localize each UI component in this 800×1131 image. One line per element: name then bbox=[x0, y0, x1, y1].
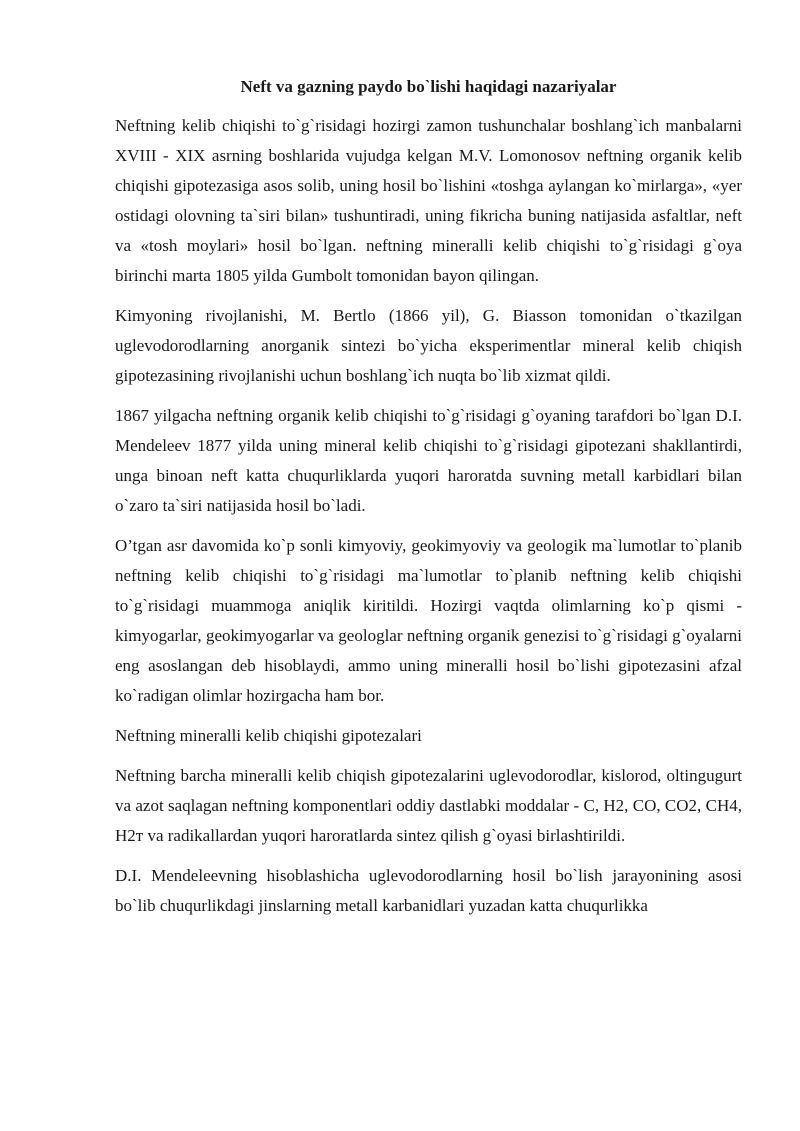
document-page bbox=[115, 74, 742, 931]
paragraph-mendeleev: 1867 yilgacha neftning organik kelib chiqishi to`g`risidagi g`oyaning tarafdori bo`lgan D.I. Mendeleev 1877 yilda uning mineral kelib chiqishi to`g`risidagi gipotezani shakllantirdi, unga binoan neft katta chuqurliklarda yuqori haroratda suvning metall karbidlari bilan o`zaro ta`siri natijasida hosil bo`ladi. bbox=[115, 406, 742, 515]
paragraph-lomonosov: Neftning kelib chiqishi to`g`risidagi hozirgi zamon tushunchalar boshlang`ich manbalarni XVIII - XIX asrning boshlarida vujudga kelgan M.V. Lomonosov neftning organik kelib chiqishi gipotezasiga asos solib, uning hosil bo`lishini «toshga aylangan ko`mirlarga», «yer ostidagi olovning ta`siri bilan» tushuntiradi, uning fikricha buning natijasida asfaltlar, neft va «tosh moylari» hosil bo`lgan. neftning mineralli kelib chiqishi to`g`risidagi g`oya birinchi marta 1805 yilda Gumbolt tomonidan bayon qilingan. bbox=[115, 116, 742, 285]
paragraph-mineral-hypotheses: Neftning barcha mineralli kelib chiqish gipotezalarini uglevodorodlar, kislorod, oltingugurt va azot saqlagan neftning komponentlari oddiy dastlabki moddalar - C, H2, CO, CO2, CH4, H2т va radikallardan yuqori haroratlarda sintez qilish g`oyasi birlashtirildi. bbox=[115, 766, 742, 845]
section-heading-mineral-hypotheses: Neftning mineralli kelib chiqishi gipotezalari bbox=[115, 726, 422, 745]
paragraph-last-century: O’tgan asr davomida ko`p sonli kimyoviy, geokimyoviy va geologik ma`lumotlar to`planib neftning kelib chiqishi to`g`risidagi ma`lumotlar to`planib neftning kelib chiqishi to`g`risidagi muammoga aniqlik kiritildi. Hozirgi vaqtda olimlarning ko`p qismi - kimyogarlar, geokimyogarlar va geologlar neftning organik genezisi to`g`risidagi g`oyalarni eng asoslangan deb hisoblaydi, ammo uning mineralli hosil bo`lishi gipotezasini afzal ko`radigan olimlar hozirgacha ham bor. bbox=[115, 536, 742, 705]
document-title: Neft va gazning paydo bo`lishi haqidagi nazariyalar bbox=[240, 77, 617, 96]
paragraph-chemistry: Kimyoning rivojlanishi, M. Bertlo (1866 yil), G. Biasson tomonidan o`tkazilgan uglevodorodlarning anorganik sintezi bo`yicha eksperimentlar mineral kelib chiqish gipotezasining rivojlanishi uchun boshlang`ich nuqta bo`lib xizmat qildi. bbox=[115, 306, 742, 385]
paragraph-mendeleev-calculation: D.I. Mendeleevning hisoblashicha uglevodorodlarning hosil bo`lish jarayonining asosi bo`lib chuqurlikdagi jinslarning metall karbanidlari yuzadan katta chuqurlikka bbox=[115, 866, 742, 915]
